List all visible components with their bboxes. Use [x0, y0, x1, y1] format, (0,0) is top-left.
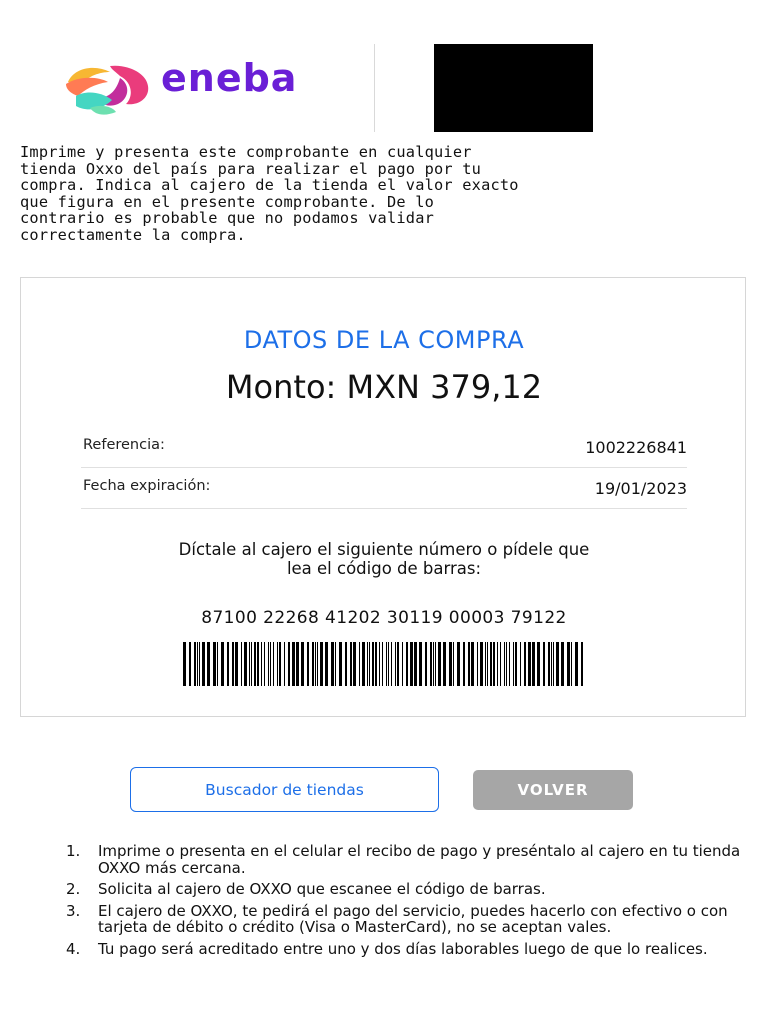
barcode-bar [504, 642, 505, 686]
step-text: El cajero de OXXO, te pedirá el pago del servicio, puedes hacerlo con efectivo o con tarjeta de débito o crédito (Visa o MasterCard), no se aceptan vales. [98, 901, 728, 936]
barcode-bar [359, 642, 360, 686]
barcode-bar [251, 642, 252, 686]
barcode-bar [497, 642, 498, 686]
barcode-bar [556, 642, 559, 686]
barcode-bar [197, 642, 198, 686]
barcode-bar [471, 642, 474, 686]
barcode-bar [571, 642, 572, 686]
barcode-bar [553, 642, 554, 686]
barcode-bar [217, 642, 218, 686]
barcode-bar [350, 642, 352, 686]
barcode-bar [524, 642, 526, 686]
step-number: 4. [66, 939, 81, 958]
barcode-bar [244, 642, 247, 686]
header [0, 0, 768, 140]
list-item [62, 843, 752, 876]
barcode-bar [284, 642, 285, 686]
barcode-bar [581, 642, 583, 686]
barcode-bar [487, 642, 488, 686]
barcode-bar [485, 642, 486, 686]
list-item [62, 881, 752, 898]
barcode-bar [506, 642, 507, 686]
barcode-bar [279, 642, 281, 686]
barcode-bar [288, 642, 290, 686]
back-button[interactable]: VOLVER [473, 770, 633, 810]
instructions-list [62, 843, 752, 962]
barcode-bar [353, 642, 356, 686]
barcode-bar [425, 642, 427, 686]
barcode-bar [449, 642, 452, 686]
barcode-bar [528, 642, 531, 686]
barcode-bar [199, 642, 200, 686]
barcode-bar [241, 642, 242, 686]
barcode-bar [292, 642, 295, 686]
purchase-title: DATOS DE LA COMPRA [243, 326, 525, 354]
barcode-bar [325, 642, 328, 686]
barcode-bar [391, 642, 392, 686]
intro-text: Imprime y presenta este comprobante en cualquier tienda Oxxo del país para realizar el pago por tu compra. Indica al cajero de la tienda el valor exacto que figura en el presente comprobante. De lo contrario es probable que no podamos validar correctamente la compra. [20, 143, 519, 244]
barcode-bar [189, 642, 191, 686]
step-number: 1. [66, 842, 81, 860]
purchase-card [20, 277, 746, 717]
barcode-bar [414, 642, 417, 686]
barcode-bar [561, 642, 564, 686]
barcode-bar [301, 642, 304, 686]
barcode-bar [402, 642, 403, 686]
barcode-bar [567, 642, 570, 686]
barcode-bar [317, 642, 318, 686]
barcode-bar [515, 642, 517, 686]
barcode-bar [249, 642, 250, 686]
barcode-bar [388, 642, 389, 686]
barcode-bar [296, 642, 299, 686]
barcode-bar [194, 642, 196, 686]
barcode-bar [493, 642, 495, 686]
step-number: 2. [66, 880, 81, 898]
barcode-bar [213, 642, 216, 686]
cashier-instruction: Díctale al cajero el siguiente número o pídele que lea el código de barras: [178, 540, 590, 578]
barcode-bar [254, 642, 256, 686]
list-item [62, 903, 752, 936]
barcode [183, 642, 587, 686]
barcode-bar [362, 642, 365, 686]
barcode-bar [386, 642, 387, 686]
barcode-bar [339, 642, 342, 686]
barcode-bar [490, 642, 492, 686]
barcode-bar [207, 642, 210, 686]
barcode-bar [435, 642, 436, 686]
step-text: Tu pago será acreditado entre uno y dos días laborables luego de que lo realices. [98, 939, 708, 958]
expiration-row [81, 469, 687, 509]
expiration-label: Fecha expiración: [83, 478, 211, 494]
barcode-bar [457, 642, 460, 686]
barcode-bar [397, 642, 399, 686]
barcode-bar [183, 642, 186, 686]
barcode-bar [372, 642, 374, 686]
barcode-number: 87100 22268 41202 30119 00003 79122 [201, 608, 567, 628]
barcode-bar [443, 642, 446, 686]
barcode-bar [500, 642, 501, 686]
expiration-value: 19/01/2023 [594, 479, 687, 498]
barcode-bar [307, 642, 309, 686]
barcode-bar [468, 642, 470, 686]
barcode-bar [367, 642, 368, 686]
barcode-bar [438, 642, 441, 686]
barcode-bar [335, 642, 336, 686]
barcode-bar [477, 642, 478, 686]
store-finder-button[interactable]: Buscador de tiendas [130, 767, 439, 812]
list-item [62, 941, 752, 958]
barcode-bar [382, 642, 383, 686]
eneba-logo [64, 56, 354, 116]
barcode-bar [312, 642, 314, 686]
barcode-bar [406, 642, 408, 686]
barcode-bar [513, 642, 514, 686]
step-text: Solicita al cajero de OXXO que escanee el código de barras. [98, 880, 546, 898]
barcode-bar [543, 642, 545, 686]
barcode-bar [509, 642, 510, 686]
barcode-bar [315, 642, 316, 686]
barcode-bar [369, 642, 370, 686]
barcode-bar [575, 642, 578, 686]
barcode-bar [270, 642, 271, 686]
step-number: 3. [66, 901, 81, 920]
barcode-bar [537, 642, 540, 686]
barcode-bar [264, 642, 265, 686]
barcode-bar [433, 642, 434, 686]
step-text: Imprime o presenta en el celular el recibo de pago y preséntalo al cajero en tu tienda OXXO más cercana. [98, 842, 741, 877]
brand-name: eneba [161, 56, 298, 100]
barcode-bar [375, 642, 377, 686]
barcode-bar [551, 642, 552, 686]
barcode-bar [261, 642, 262, 686]
barcode-bar [345, 642, 347, 686]
header-divider [374, 44, 375, 132]
purchase-amount: Monto: MXN 379,12 [225, 368, 543, 406]
barcode-bar [268, 642, 269, 686]
barcode-bar [379, 642, 380, 686]
barcode-bar [419, 642, 422, 686]
barcode-bar [548, 642, 550, 686]
barcode-bar [395, 642, 396, 686]
barcode-bar [227, 642, 229, 686]
barcode-bar [257, 642, 259, 686]
barcode-bar [221, 642, 224, 686]
barcode-bar [520, 642, 521, 686]
barcode-bar [532, 642, 535, 686]
reference-value: 1002226841 [585, 438, 687, 457]
barcode-bar [480, 642, 483, 686]
reference-label: Referencia: [83, 437, 165, 453]
barcode-bar [232, 642, 234, 686]
barcode-bar [235, 642, 238, 686]
barcode-bar [273, 642, 274, 686]
barcode-bar [430, 642, 432, 686]
barcode-bar [453, 642, 454, 686]
eneba-swirl-logo-icon [64, 60, 154, 116]
barcode-bar [320, 642, 323, 686]
barcode-bar [463, 642, 465, 686]
barcode-bar [202, 642, 205, 686]
barcode-bar [410, 642, 413, 686]
barcode-bar [277, 642, 278, 686]
redacted-logo-block [434, 44, 593, 132]
barcode-bar [331, 642, 334, 686]
reference-row [81, 428, 687, 468]
